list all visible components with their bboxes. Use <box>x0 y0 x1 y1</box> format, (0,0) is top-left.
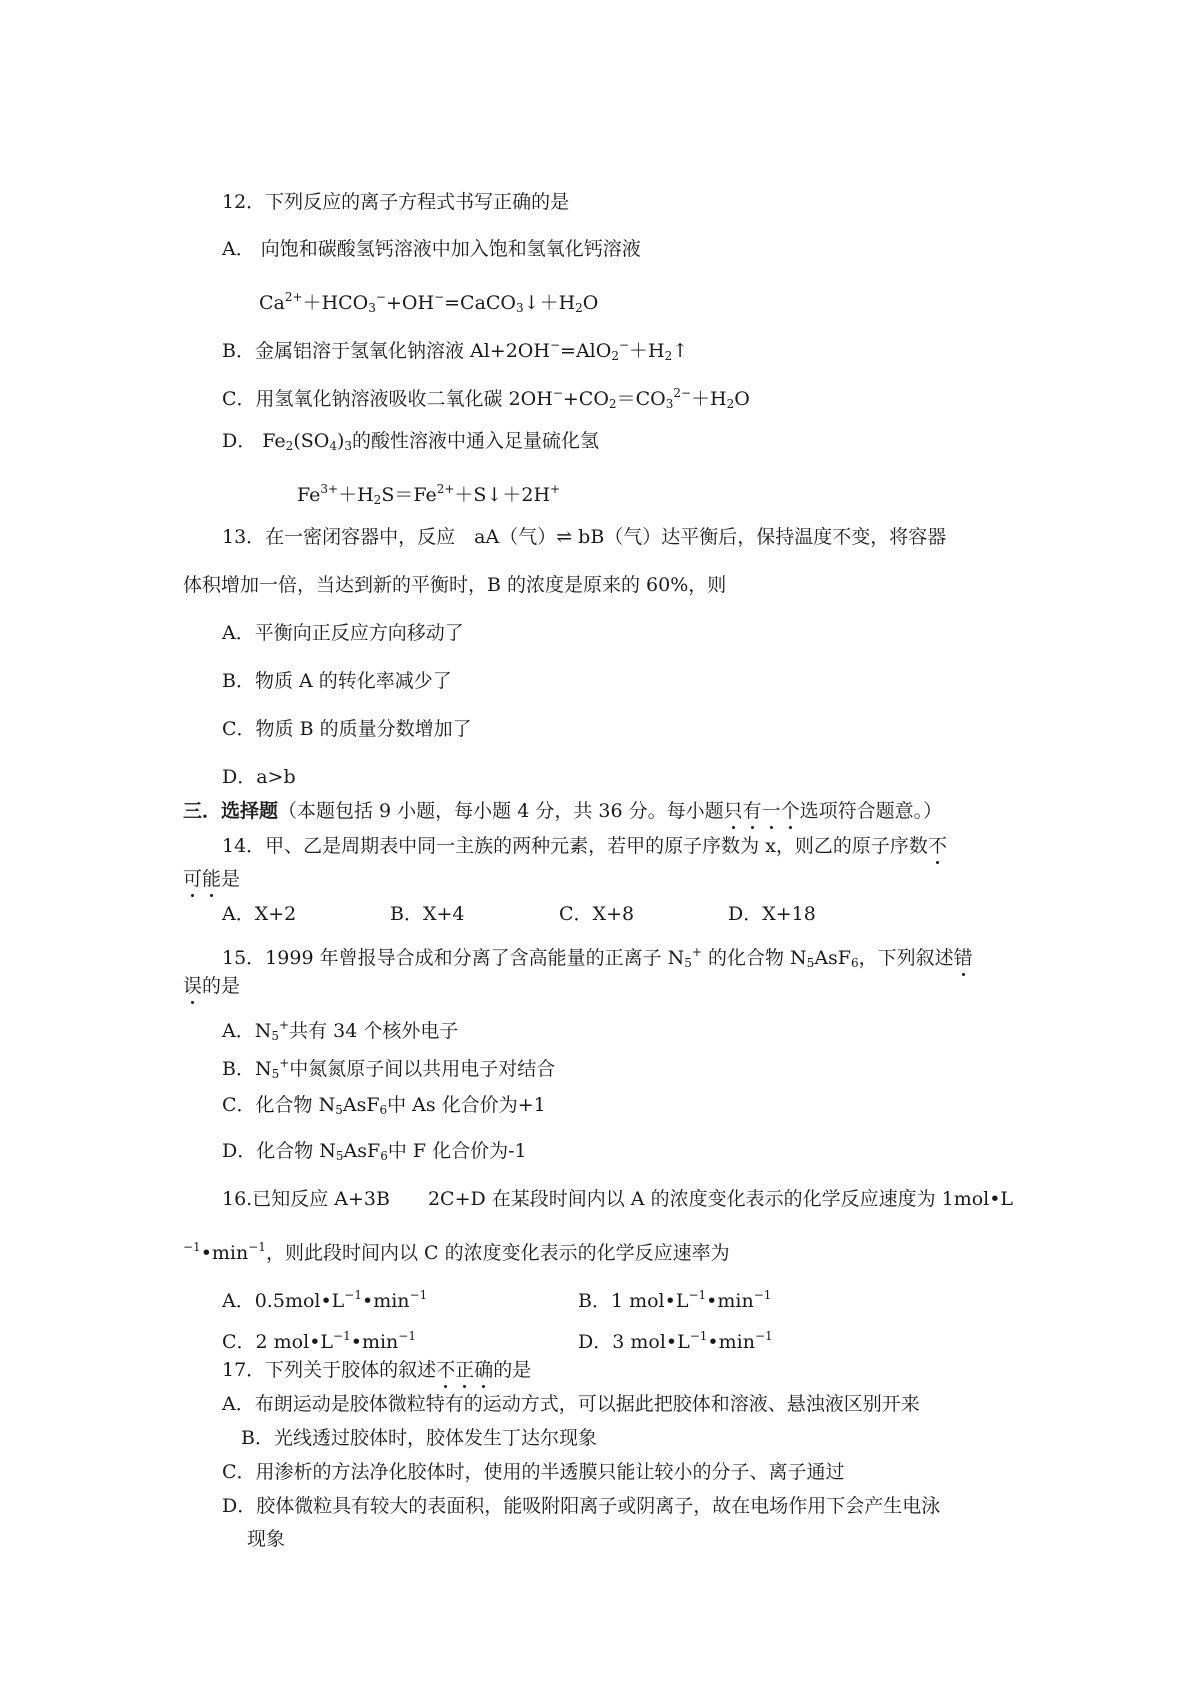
q16-option-b: B．1 $mol•L^{-1}•\min^{-1}$ <box>578 1288 772 1312</box>
q13-option-b: B．物质 A 的转化率减少了 <box>222 670 452 692</box>
q15-option-b: B．$N_5^+$中氮氮原子间以共用电子对结合 <box>222 1056 556 1081</box>
q12-option-a-equation: $Ca^{2+}+HCO_3^-+OH^-=CaCO_3↓+H_2O$ <box>259 290 599 315</box>
q17-option-b: B．光线透过胶体时，胶体发生丁达尔现象 <box>241 1427 597 1449</box>
q16-stem-line1: 16.已知反应 A+3B 2C+D 在某段时间内以 A 的浓度变化表示的化学反应速度为 1mol•L <box>222 1188 1014 1210</box>
q16-option-c: C．2 $mol•L^{-1}•\min^{-1}$ <box>222 1329 416 1353</box>
q12-option-c: C．用氢氧化钠溶液吸收二氧化碳 $2OH^-+CO_2=CO_3^{2-}+H_2O$ <box>222 386 750 411</box>
q15-option-a: A．$N_5^+$共有 34 个核外电子 <box>222 1018 459 1043</box>
q15-option-c: C．化合物 $N_5AsF_6$中 As 化合价为+1 <box>222 1094 546 1117</box>
q13-stem-line1: 13．在一密闭容器中，反应 aA（气）⇌ bB（气）达平衡后，保持温度不变，将容器 <box>222 526 947 548</box>
q12-option-d-equation: $Fe^{3+}+H_2S=Fe^{2+}+S↓+2H^+$ <box>297 482 561 507</box>
q16-stem-line2: $^{-1}•\min^{-1}$，则此段时间内以 C 的浓度变化表示的化学反应速率为 <box>183 1240 730 1264</box>
q13-option-a: A．平衡向正反应方向移动了 <box>222 622 464 644</box>
q13-option-d: D．a>b <box>222 766 296 788</box>
q15-option-d: D．化合物 $N_5AsF_6$中 F 化合价为-1 <box>222 1140 527 1163</box>
q17-stem: 17．下列关于胶体的叙述不正确的是 <box>222 1359 532 1381</box>
q14-option-b: B．X+4 <box>390 903 465 925</box>
q13-stem-line2: 体积增加一倍，当达到新的平衡时，B 的浓度是原来的 60%，则 <box>183 574 727 596</box>
q17-option-c: C．用渗析的方法净化胶体时，使用的半透膜只能让较小的分子、离子通过 <box>222 1461 845 1483</box>
q12-stem: 12．下列反应的离子方程式书写正确的是 <box>222 191 570 213</box>
q17-option-d-continued: 现象 <box>247 1528 286 1550</box>
q12-option-b: B．金属铝溶于氢氧化钠溶液 $Al+2OH^-=AlO_2^-+H_2↑$ <box>222 338 689 363</box>
q13-option-c: C．物质 B 的质量分数增加了 <box>222 718 472 740</box>
q12-option-d: D． $Fe_2(SO_4)_3$的酸性溶液中通入足量硫化氢 <box>222 430 600 453</box>
q14-option-d: D．X+18 <box>728 903 816 925</box>
q14-stem-line1: 14．甲、乙是周期表中同一主族的两种元素，若甲的原子序数为 x，则乙的原子序数不 <box>222 835 947 857</box>
q15-stem-line2: 误的是 <box>183 975 241 997</box>
q16-option-d: D．3 $mol•L^{-1}•\min^{-1}$ <box>578 1329 773 1353</box>
q17-option-a: A．布朗运动是胶体微粒特有的运动方式，可以据此把胶体和溶液、悬浊液区别开来 <box>222 1393 920 1415</box>
q15-stem-line1: 15．1999 年曾报导合成和分离了含高能量的正离子 $N_5^+$ 的化合物 $N_5AsF_6$，下列叙述错 <box>222 945 973 970</box>
q17-option-d: D．胶体微粒具有较大的表面积，能吸附阳离子或阴离子，故在电场作用下会产生电泳 <box>222 1495 941 1517</box>
q14-option-c: C．X+8 <box>559 903 635 925</box>
q12-option-a: A． 向饱和碳酸氢钙溶液中加入饱和氢氧化钙溶液 <box>222 238 641 260</box>
section-title: 三．选择题 <box>183 800 279 822</box>
q16-option-a: A．$0.5mol•L^{-1}•\min^{-1}$ <box>222 1288 428 1312</box>
section-heading: 三．选择题（本题包括 9 小题，每小题 4 分，共 36 分。每小题只有一个选项符合题意。） <box>183 800 943 822</box>
q14-option-a: A．X+2 <box>222 903 297 925</box>
q14-stem-line2: 可能是 <box>183 868 241 890</box>
